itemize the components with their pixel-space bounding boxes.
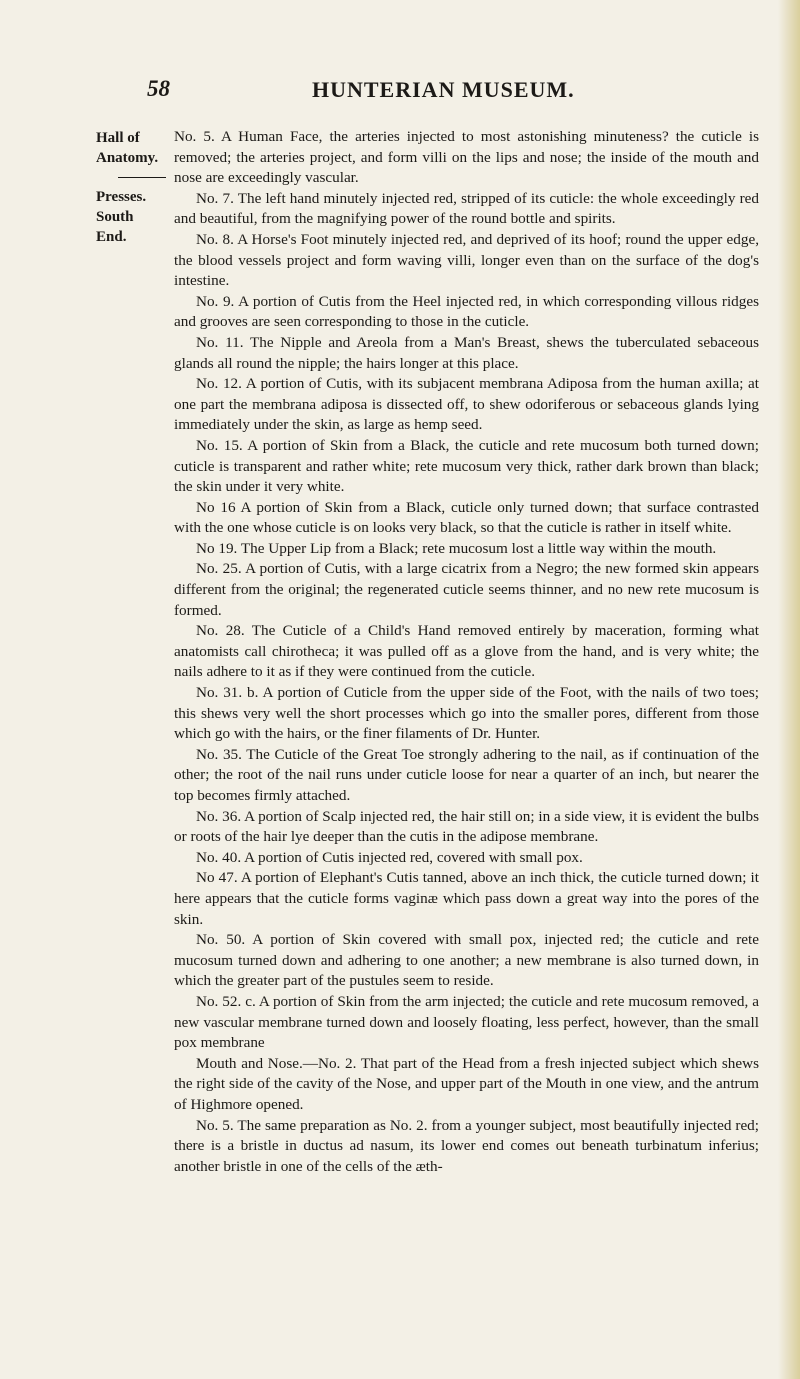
running-head: HUNTERIAN MUSEUM. bbox=[312, 77, 575, 102]
entry-paragraph: No 47. A portion of Elephant's Cutis tanned, above an inch thick, the cuticle turned down; it here appears that the cuticle forms vaginæ which pass down a great way into the pores of the skin. bbox=[174, 869, 759, 928]
entry-paragraph: No. 40. A portion of Cutis injected red, covered with small pox. bbox=[196, 848, 583, 866]
entry-paragraph: No. 5. The same preparation as No. 2. from a younger subject, most beautifully injected red; there is a bristle in ductus ad nasum, its lower end comes out beneath turbinatum inferius; another bristle in one of the cells of the æth- bbox=[174, 1116, 759, 1175]
margin-note-south-end: South End. bbox=[96, 209, 134, 245]
entry-paragraph: No 19. The Upper Lip from a Black; rete mucosum lost a little way within the mouth. bbox=[196, 539, 717, 557]
entry-paragraph: No. 28. The Cuticle of a Child's Hand removed entirely by maceration, forming what anatomists call chirotheca; it was pulled off as a glove from the hand, and is very white; the nails adhere to it as if they were continued from the cuticle. bbox=[174, 622, 759, 681]
entry-paragraph: No. 5. A Human Face, the arteries injected to most astonishing minuteness? the cuticle is removed; the arteries project, and form villi on the lips and nose; the inside of the mouth and nose are exceedingly vascular. bbox=[174, 128, 759, 187]
entry-paragraph: Mouth and Nose.—No. 2. That part of the Head from a fresh injected subject which shews the right side of the cavity of the Nose, and upper part of the Mouth in one view, and the antrum of Highmore opened. bbox=[174, 1054, 759, 1113]
margin-divider bbox=[118, 177, 166, 178]
entry-paragraph: No 16 A portion of Skin from a Black, cuticle only turned down; that surface contrasted with the one whose cuticle is on looks very black, so that the cuticle is rather in itself white. bbox=[174, 498, 759, 537]
entry-paragraph: No. 52. c. A portion of Skin from the arm injected; the cuticle and rete mucosum removed, a new vascular membrane turned down and loosely floating, less perfect, however, than the small pox membrane bbox=[174, 992, 759, 1052]
page-edge bbox=[778, 0, 800, 1379]
margin-notes bbox=[96, 128, 166, 247]
entry-paragraph: No. 12. A portion of Cutis, with its subjacent membrana Adiposa from the human axilla; at one part the membrana adiposa is dissected off, to shew odoriferous or sebaceous glands lying immediately under the skin, as large as hemp seed. bbox=[174, 375, 759, 434]
entry-paragraph: No. 50. A portion of Skin covered with small pox, injected red; the cuticle and rete mucosum turned down and adhering to one another; a new membrane is also turned down, in which the greater part of the pustules seem to reside. bbox=[174, 931, 759, 990]
margin-note-hall: Hall of bbox=[96, 130, 140, 146]
margin-note-anatomy: Anatomy. bbox=[96, 150, 159, 166]
entry-paragraph: No. 11. The Nipple and Areola from a Man's Breast, shews the tuberculated sebaceous glands all round the nipple; the hairs longer at this place. bbox=[174, 333, 759, 372]
entry-paragraph: No. 36. A portion of Scalp injected red, the hair still on; in a side view, it is evident the bulbs or roots of the hair lye deeper than the cutis in the adipose membrane. bbox=[174, 807, 759, 846]
margin-note-presses: Presses. bbox=[96, 189, 147, 205]
entry-paragraph: No. 25. A portion of Cutis, with a large cicatrix from a Negro; the new formed skin appears different from the original; the regenerated cuticle seems thinner, and no new rete mucosum is formed. bbox=[174, 560, 759, 619]
entry-paragraph: No. 7. The left hand minutely injected red, stripped of its cuticle: the whole exceedingly red and beautiful, from the magnifying power of the round bottle and spirits. bbox=[174, 189, 759, 228]
body-text bbox=[174, 127, 759, 1177]
entry-paragraph: No. 35. The Cuticle of the Great Toe strongly adhering to the nail, as if continuation of the other; the root of the nail runs under cuticle loose for near a quarter of an inch, but nearer the top becomes firmly attached. bbox=[174, 745, 759, 804]
page-number: 58 bbox=[147, 76, 170, 101]
entry-paragraph: No. 31. b. A portion of Cuticle from the upper side of the Foot, with the nails of two toes; this shews very well the short processes which go into the smaller pores, different from those which go with the hairs, or the finer filaments of Dr. Hunter. bbox=[174, 684, 759, 743]
page-header bbox=[0, 76, 800, 106]
entry-paragraph: No. 8. A Horse's Foot minutely injected red, and deprived of its hoof; round the upper edge, the blood vessels project and form waving villi, longer even than on the surface of the dog's intestine. bbox=[174, 230, 759, 290]
entry-paragraph: No. 9. A portion of Cutis from the Heel injected red, in which corresponding villous ridges and grooves are seen corresponding to those in the cuticle. bbox=[174, 292, 759, 331]
entry-paragraph: No. 15. A portion of Skin from a Black, the cuticle and rete mucosum both turned down; cuticle is transparent and rather white; rete mucosum very thick, rather dark brown than black; the skin under it very white. bbox=[174, 436, 759, 496]
